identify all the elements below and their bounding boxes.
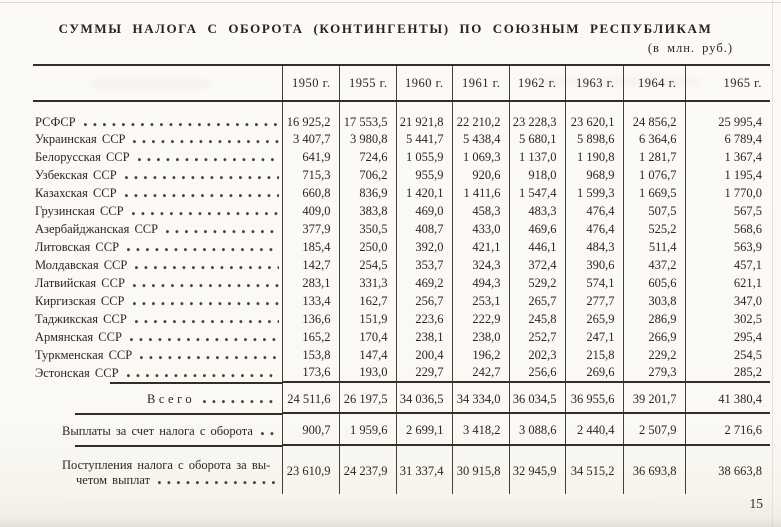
value-cell: 16 925,2 [282, 101, 339, 130]
value-cell: 22 210,2 [452, 101, 509, 130]
value-cell: 3 418,2 [452, 417, 509, 445]
turnover-tax-table [33, 64, 770, 494]
partial-rule [75, 413, 282, 415]
value-cell: 24 237,9 [339, 449, 396, 494]
value-cell: 41 380,4 [685, 386, 770, 413]
value-cell: 256,7 [396, 292, 452, 310]
net-receipts-row [33, 449, 770, 494]
republic-label: Киргизская ССР [35, 293, 125, 308]
value-cell: 2 716,6 [685, 417, 770, 445]
value-cell: 153,8 [282, 346, 339, 364]
value-cell: 469,2 [396, 274, 452, 292]
dot-leader [127, 248, 278, 252]
value-cell: 170,4 [339, 328, 396, 346]
value-cell: 469,6 [509, 220, 565, 238]
value-cell: 920,6 [452, 166, 509, 184]
value-cell: 142,7 [282, 256, 339, 274]
value-cell: 215,8 [565, 346, 623, 364]
value-cell: 266,9 [623, 328, 685, 346]
value-cell: 202,3 [509, 346, 565, 364]
value-cell: 5 438,4 [452, 130, 509, 148]
republic-label: Узбекская ССР [35, 167, 117, 182]
value-cell: 390,6 [565, 256, 623, 274]
value-cell: 36 034,5 [509, 386, 565, 413]
value-cell: 253,1 [452, 292, 509, 310]
value-cell: 36 955,6 [565, 386, 623, 413]
value-cell: 285,2 [685, 364, 770, 382]
value-cell: 24 856,2 [623, 101, 685, 130]
value-cell: 383,8 [339, 202, 396, 220]
value-cell: 3 980,8 [339, 130, 396, 148]
value-cell: 34 515,2 [565, 449, 623, 494]
table-row [33, 184, 770, 202]
value-cell: 1 069,3 [452, 148, 509, 166]
value-cell: 446,1 [509, 238, 565, 256]
total-label: Всего [147, 392, 196, 406]
republic-label: Таджикская ССР [35, 311, 127, 326]
table-row [33, 328, 770, 346]
dot-leader [133, 284, 279, 288]
value-cell: 968,9 [565, 166, 623, 184]
dot-leader [132, 212, 279, 216]
value-cell: 458,3 [452, 202, 509, 220]
value-cell: 476,4 [565, 220, 623, 238]
value-cell: 1 547,4 [509, 184, 565, 202]
value-cell: 250,0 [339, 238, 396, 256]
value-cell: 245,8 [509, 310, 565, 328]
republic-label: РСФСР [35, 115, 76, 129]
value-cell: 136,6 [282, 310, 339, 328]
value-cell: 2 440,4 [565, 417, 623, 445]
value-cell: 3 407,7 [282, 130, 339, 148]
value-cell: 32 945,9 [509, 449, 565, 494]
republic-label: Казахская ССР [35, 185, 117, 200]
value-cell: 222,9 [452, 310, 509, 328]
table-row [33, 274, 770, 292]
value-cell: 409,0 [282, 202, 339, 220]
table-row [33, 166, 770, 184]
value-cell: 1 770,0 [685, 184, 770, 202]
value-cell: 724,6 [339, 148, 396, 166]
value-cell: 457,1 [685, 256, 770, 274]
value-cell: 269,6 [565, 364, 623, 382]
value-cell: 256,6 [509, 364, 565, 382]
value-cell: 24 511,6 [282, 386, 339, 413]
value-cell: 372,4 [509, 256, 565, 274]
dot-leader [135, 320, 279, 324]
year-header-cell: 1950 г. [282, 65, 339, 101]
value-cell: 5 680,1 [509, 130, 565, 148]
republic-label: Белорусская ССР [35, 149, 130, 164]
partial-rule [110, 382, 282, 384]
value-cell: 265,7 [509, 292, 565, 310]
dot-leader [84, 123, 279, 127]
dot-leader [166, 230, 278, 234]
value-cell: 2 699,1 [396, 417, 452, 445]
dot-leader [127, 374, 279, 378]
scan-edge-bottom [0, 518, 781, 527]
dot-leader [133, 302, 279, 306]
dot-leader [203, 400, 278, 404]
value-cell: 265,9 [565, 310, 623, 328]
value-cell: 706,2 [339, 166, 396, 184]
payments-label: Выплаты за счет налога с оборота [62, 423, 253, 438]
net-label-line1: Поступления налога с оборота за вы- [62, 457, 271, 472]
value-cell: 476,4 [565, 202, 623, 220]
value-cell: 254,5 [685, 346, 770, 364]
value-cell: 529,2 [509, 274, 565, 292]
value-cell: 353,7 [396, 256, 452, 274]
value-cell: 200,4 [396, 346, 452, 364]
table-row [33, 238, 770, 256]
dot-leader [125, 176, 279, 180]
table-row [33, 202, 770, 220]
year-header-cell: 1961 г. [452, 65, 509, 101]
table-row [33, 310, 770, 328]
value-cell: 563,9 [685, 238, 770, 256]
value-cell: 377,9 [282, 220, 339, 238]
value-cell: 1 367,4 [685, 148, 770, 166]
value-cell: 30 915,8 [452, 449, 509, 494]
value-cell: 165,2 [282, 328, 339, 346]
table-row [33, 256, 770, 274]
value-cell: 408,7 [396, 220, 452, 238]
value-cell: 715,3 [282, 166, 339, 184]
value-cell: 185,4 [282, 238, 339, 256]
value-cell: 494,3 [452, 274, 509, 292]
value-cell: 21 921,8 [396, 101, 452, 130]
value-cell: 5 898,6 [565, 130, 623, 148]
value-cell: 350,5 [339, 220, 396, 238]
value-cell: 433,0 [452, 220, 509, 238]
value-cell: 331,3 [339, 274, 396, 292]
table-row [33, 220, 770, 238]
value-cell: 193,0 [339, 364, 396, 382]
scan-edge-right [772, 0, 773, 527]
value-cell: 507,5 [623, 202, 685, 220]
corner-cell [33, 65, 282, 101]
value-cell: 605,6 [623, 274, 685, 292]
value-cell: 133,4 [282, 292, 339, 310]
value-cell: 621,1 [685, 274, 770, 292]
value-cell: 238,0 [452, 328, 509, 346]
page-title: СУММЫ НАЛОГА С ОБОРОТА (КОНТИНГЕНТЫ) ПО СОЮЗНЫМ РЕСПУБЛИКАМ [58, 21, 713, 36]
value-cell: 1 076,7 [623, 166, 685, 184]
value-cell: 223,6 [396, 310, 452, 328]
value-cell: 1 190,8 [565, 148, 623, 166]
year-header-cell: 1962 г. [509, 65, 565, 101]
value-cell: 6 364,6 [623, 130, 685, 148]
payments-row [33, 417, 770, 445]
value-cell: 229,2 [623, 346, 685, 364]
scan-edge-top [0, 2, 781, 3]
republic-label: Азербайджанская ССР [35, 221, 159, 236]
republic-label: Туркменская ССР [35, 347, 133, 362]
republic-label: Армянская ССР [35, 329, 122, 344]
value-cell: 567,5 [685, 202, 770, 220]
value-cell: 392,0 [396, 238, 452, 256]
value-cell: 660,8 [282, 184, 339, 202]
value-cell: 469,0 [396, 202, 452, 220]
table-row [33, 130, 770, 148]
republic-label: Литовская ССР [35, 239, 120, 254]
year-header-cell: 1955 г. [339, 65, 396, 101]
dot-leader [133, 140, 278, 144]
value-cell: 238,1 [396, 328, 452, 346]
table-row [33, 292, 770, 310]
value-cell: 283,1 [282, 274, 339, 292]
year-header-row [33, 65, 770, 101]
value-cell: 302,5 [685, 310, 770, 328]
value-cell: 484,3 [565, 238, 623, 256]
year-header-cell: 1960 г. [396, 65, 452, 101]
value-cell: 347,0 [685, 292, 770, 310]
table-row [33, 148, 770, 166]
value-cell: 525,2 [623, 220, 685, 238]
value-cell: 1 281,7 [623, 148, 685, 166]
value-cell: 252,7 [509, 328, 565, 346]
net-label-line2: четом выплат [76, 472, 151, 487]
bleed-through-smudge [60, 500, 660, 505]
value-cell: 23 620,1 [565, 101, 623, 130]
value-cell: 1 411,6 [452, 184, 509, 202]
value-cell: 574,1 [565, 274, 623, 292]
value-cell: 247,1 [565, 328, 623, 346]
value-cell: 254,5 [339, 256, 396, 274]
value-cell: 23 228,3 [509, 101, 565, 130]
partial-rule [75, 445, 282, 447]
value-cell: 421,1 [452, 238, 509, 256]
value-cell: 836,9 [339, 184, 396, 202]
dot-leader [158, 481, 278, 485]
dot-leader [130, 338, 279, 342]
value-cell: 1 959,6 [339, 417, 396, 445]
value-cell: 286,9 [623, 310, 685, 328]
total-row [33, 386, 770, 413]
value-cell: 324,3 [452, 256, 509, 274]
value-cell: 25 995,4 [685, 101, 770, 130]
dot-leader [135, 266, 278, 270]
value-cell: 295,4 [685, 328, 770, 346]
value-cell: 23 610,9 [282, 449, 339, 494]
value-cell: 641,9 [282, 148, 339, 166]
value-cell: 5 441,7 [396, 130, 452, 148]
value-cell: 229,7 [396, 364, 452, 382]
value-cell: 1 055,9 [396, 148, 452, 166]
value-cell: 1 669,5 [623, 184, 685, 202]
republic-label: Эстонская ССР [35, 365, 119, 380]
table-row [33, 346, 770, 364]
value-cell: 3 088,6 [509, 417, 565, 445]
value-cell: 900,7 [282, 417, 339, 445]
value-cell: 1 195,4 [685, 166, 770, 184]
year-header-cell: 1965 г. [685, 65, 770, 101]
value-cell: 2 507,9 [623, 417, 685, 445]
value-cell: 279,3 [623, 364, 685, 382]
dot-leader [261, 432, 279, 436]
year-header-cell: 1963 г. [565, 65, 623, 101]
dot-leader [140, 356, 278, 360]
value-cell: 303,8 [623, 292, 685, 310]
value-cell: 918,0 [509, 166, 565, 184]
value-cell: 36 693,8 [623, 449, 685, 494]
value-cell: 151,9 [339, 310, 396, 328]
value-cell: 1 137,0 [509, 148, 565, 166]
dot-leader [138, 158, 279, 162]
value-cell: 437,2 [623, 256, 685, 274]
value-cell: 242,7 [452, 364, 509, 382]
value-cell: 38 663,8 [685, 449, 770, 494]
page-number: 15 [749, 496, 763, 511]
table-row [33, 101, 770, 130]
value-cell: 173,6 [282, 364, 339, 382]
value-cell: 31 337,4 [396, 449, 452, 494]
value-cell: 162,7 [339, 292, 396, 310]
republic-label: Грузинская ССР [35, 203, 124, 218]
republic-rows [33, 101, 770, 382]
value-cell: 196,2 [452, 346, 509, 364]
value-cell: 34 334,0 [452, 386, 509, 413]
value-cell: 568,6 [685, 220, 770, 238]
value-cell: 147,4 [339, 346, 396, 364]
value-cell: 6 789,4 [685, 130, 770, 148]
republic-label: Украинская ССР [35, 131, 126, 146]
value-cell: 511,4 [623, 238, 685, 256]
value-cell: 34 036,5 [396, 386, 452, 413]
value-cell: 39 201,7 [623, 386, 685, 413]
republic-label: Латвийская ССР [35, 275, 125, 290]
value-cell: 17 553,5 [339, 101, 396, 130]
value-cell: 277,7 [565, 292, 623, 310]
year-header-cell: 1964 г. [623, 65, 685, 101]
value-cell: 483,3 [509, 202, 565, 220]
value-cell: 1 599,3 [565, 184, 623, 202]
value-cell: 26 197,5 [339, 386, 396, 413]
value-cell: 955,9 [396, 166, 452, 184]
republic-label: Молдавская ССР [35, 257, 128, 272]
table-row [33, 364, 770, 382]
dot-leader [125, 194, 279, 198]
value-cell: 1 420,1 [396, 184, 452, 202]
unit-note: (в млн. руб.) [647, 41, 733, 55]
